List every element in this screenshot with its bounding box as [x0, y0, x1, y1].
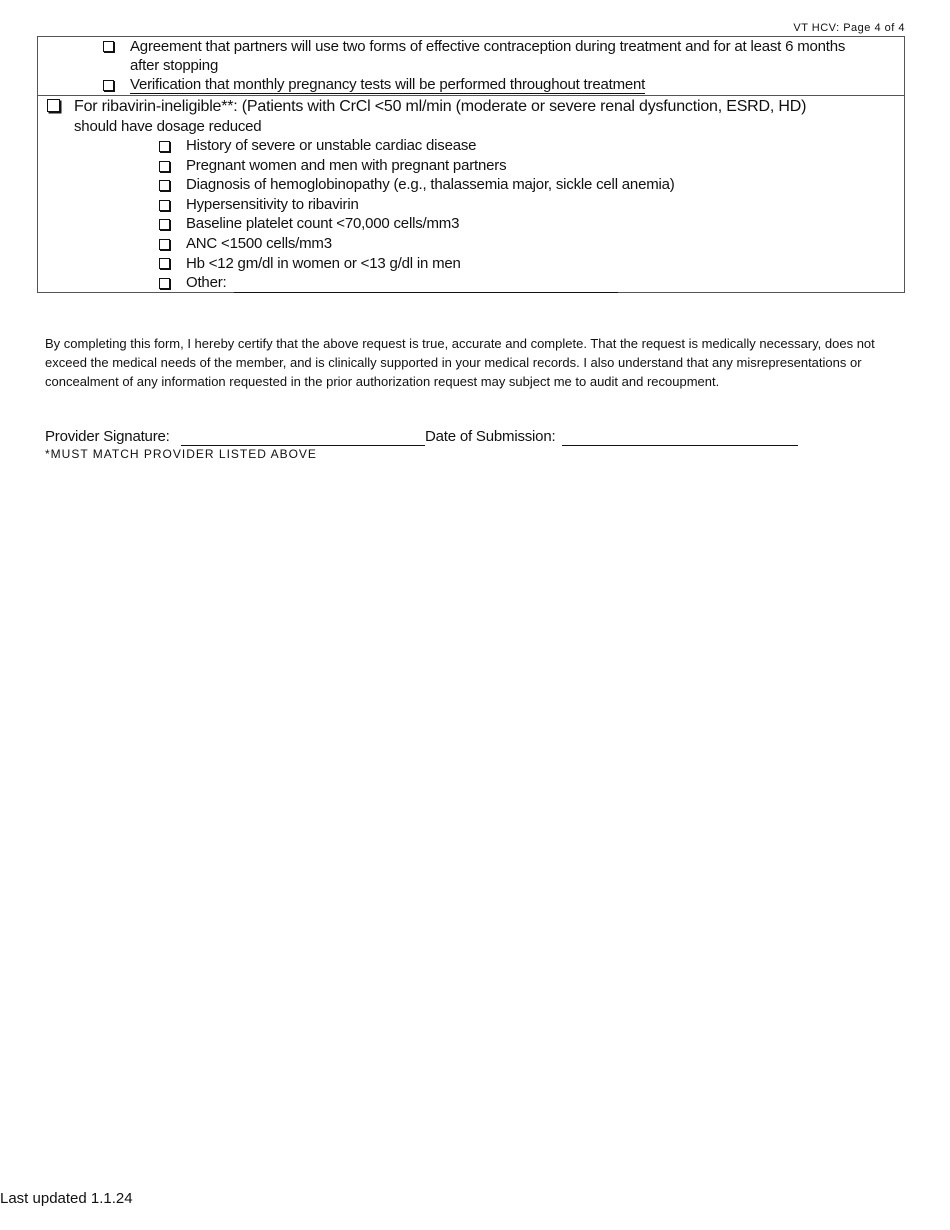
checkbox-pregnant[interactable] [159, 161, 170, 172]
criterion-platelet-count: Baseline platelet count <70,000 cells/mm3 [186, 215, 460, 232]
checkbox-hemoglobin[interactable] [159, 258, 170, 269]
checkbox-pregnancy-tests[interactable] [103, 80, 114, 91]
criterion-hypersensitivity: Hypersensitivity to ribavirin [186, 196, 359, 213]
checkbox-hemoglobinopathy[interactable] [159, 180, 170, 191]
last-updated-footer: Last updated 1.1.24 [0, 1190, 133, 1207]
signature-note: *MUST MATCH PROVIDER LISTED ABOVE [45, 447, 317, 461]
date-of-submission-field[interactable] [562, 444, 798, 446]
criterion-other-label: Other: [186, 274, 227, 291]
other-input-line[interactable] [234, 291, 618, 293]
checkbox-ribavirin-ineligible[interactable] [47, 99, 60, 112]
certification-statement: By completing this form, I hereby certify that the above request is true, accurate and complete. That the request is medically necessary, does not exceed the medical needs of the member, and is clinically supported in your medical records. I also understand that any misrepresentations or concealment of any information requested in the prior authorization request may subject me to audit and recoupment. [45, 336, 875, 389]
criterion-cardiac-disease: History of severe or unstable cardiac disease [186, 137, 477, 154]
pregnancy-tests-label: Verification that monthly pregnancy tests will be performed throughout treatment [130, 76, 646, 93]
criterion-hemoglobin: Hb <12 gm/dl in women or <13 g/dl in men [186, 255, 461, 272]
checkbox-platelet-count[interactable] [159, 219, 170, 230]
provider-signature-field[interactable] [181, 444, 425, 446]
checkbox-other[interactable] [159, 278, 170, 289]
date-of-submission-label: Date of Submission: [425, 428, 556, 445]
ribavirin-heading: For ribavirin-ineligible**: (Patients with CrCl <50 ml/min (moderate or severe renal dysfunction, ESRD, HD) [74, 98, 807, 115]
checkbox-hypersensitivity[interactable] [159, 200, 170, 211]
contraception-agreement-label-cont: after stopping [130, 57, 219, 74]
criterion-pregnant: Pregnant women and men with pregnant partners [186, 157, 507, 174]
provider-signature-label: Provider Signature: [45, 428, 170, 445]
checkbox-contraception-agreement[interactable] [103, 41, 114, 52]
contraception-agreement-label: Agreement that partners will use two forms of effective contraception during treatment and for at least 6 months [130, 38, 846, 55]
checkbox-cardiac-disease[interactable] [159, 141, 170, 152]
criterion-hemoglobinopathy: Diagnosis of hemoglobinopathy (e.g., thalassemia major, sickle cell anemia) [186, 176, 675, 193]
page-number-header: VT HCV: Page 4 of 4 [793, 22, 905, 34]
criterion-anc: ANC <1500 cells/mm3 [186, 235, 332, 252]
checkbox-anc[interactable] [159, 239, 170, 250]
ribavirin-heading-cont: should have dosage reduced [74, 118, 262, 135]
